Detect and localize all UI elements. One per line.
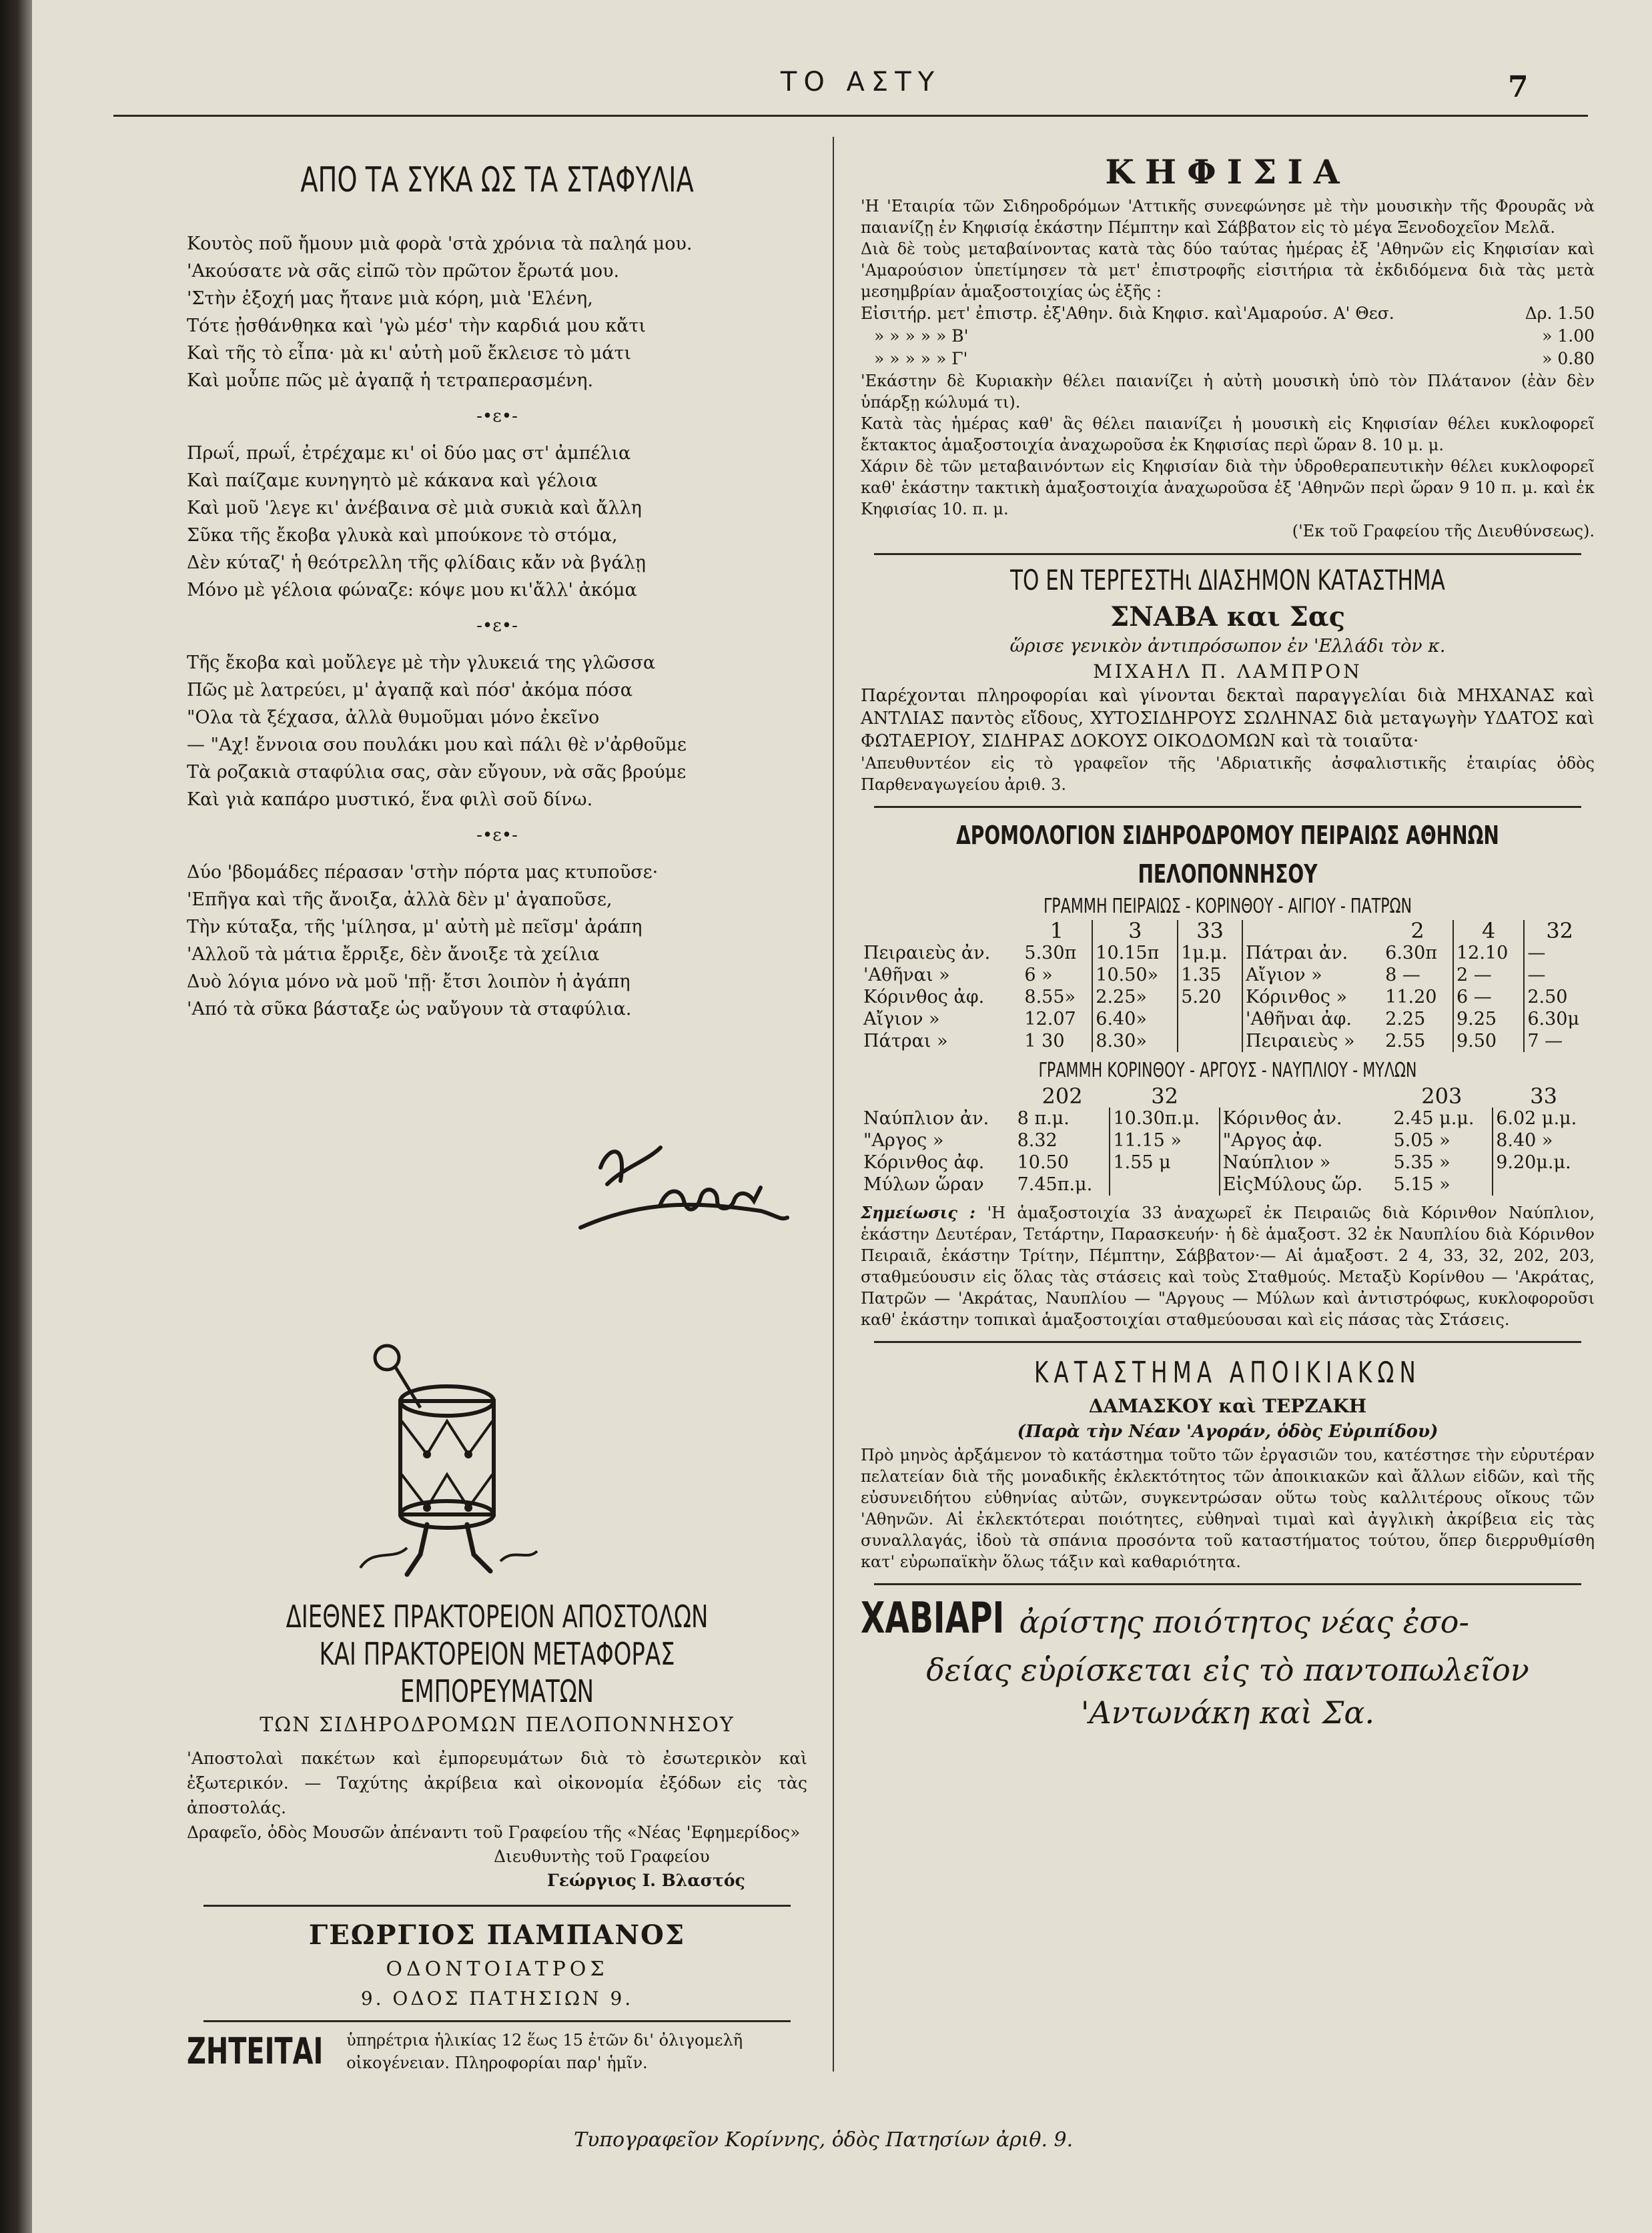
poem-line: Καὶ γιὰ καπάρο μυστικό, ἕνα φιλὶ σοῦ δίνω.: [187, 789, 593, 810]
table-cell: "Αργος »: [863, 1130, 944, 1151]
fare-label: » » » » » Β': [874, 326, 969, 346]
caviar-line3: 'Αντωνάκη καὶ Σα.: [1080, 1695, 1375, 1731]
timetable-line2-title: ΓΡΑΜΜΗ ΚΟΡΙΝΘΟΥ - ΑΡΓΟΥΣ - ΝΑΥΠΛΙΟΥ - ΜΥΛΩΝ: [1038, 1059, 1417, 1082]
right-column: [861, 137, 1595, 1734]
table-cell: Μύλων ὥραν: [863, 1174, 984, 1195]
ad-separator: [874, 1583, 1581, 1585]
table-cell: 7 —: [1524, 1030, 1595, 1052]
table-cell: Κόρινθος ἀφ.: [863, 987, 985, 1007]
table-row: [861, 1030, 1595, 1052]
table-cell: 1.35: [1178, 964, 1242, 986]
table-cell: 10.50»: [1092, 964, 1178, 986]
poem-stanza-1: [187, 230, 807, 394]
dentist-name: ΓΕΩΡΓΙΟΣ ΠΑΜΠΑΝΟΣ: [308, 1919, 686, 1951]
caviar-line1: ἀρίστης ποιότητος νέας ἐσο-: [1019, 1604, 1470, 1640]
timetable-title: ΔΡΟΜΟΛΟΓΙΟΝ ΣΙΔΗΡΟΔΡΟΜΟΥ ΠΕΙΡΑΙΩΣ ΑΘΗΝΩΝ ΠΕΛΟΠΟΝΝΗΣΟΥ: [956, 821, 1499, 889]
table-header: 1: [1050, 918, 1064, 943]
agency-title-line1: ΔΙΕΘΝΕΣ ΠΡΑΚΤΟΡΕΙΟΝ ΑΠΟΣΤΟΛΩΝ: [286, 1599, 709, 1635]
poem-line: Τῆς ἔκοβα καὶ μοὔλεγε μὲ τὴν γλυκειά της γλῶσσα: [187, 652, 656, 673]
table-row: [861, 986, 1595, 1008]
ad-separator: [874, 553, 1581, 555]
table-cell: [1178, 1008, 1242, 1030]
caviar-advert: [861, 1592, 1595, 1734]
table-cell: 2.25: [1385, 1009, 1426, 1029]
table-cell: 'Αθῆναι ἀφ.: [1242, 1008, 1382, 1030]
table-header: 33: [1530, 1083, 1557, 1109]
table-cell: 10.50: [1017, 1152, 1069, 1173]
kifisia-para3: 'Εκάστην δὲ Κυριακὴν θέλει παιανίζει ἡ αὐτὴ μουσικὴ ὑπὸ τὸν Πλάτανον (ἐὰν δὲν ὑπάρξῃ κώλυμά τι).: [861, 372, 1595, 412]
table-cell: 'Αθῆναι »: [863, 965, 950, 985]
table-cell: Πειραιεὺς »: [1242, 1030, 1382, 1052]
poem-stanza-2: [187, 440, 807, 604]
table-cell: 8.40 »: [1493, 1130, 1595, 1152]
table-cell: Πειραιεὺς ἀν.: [863, 943, 991, 963]
table-cell: 1μ.μ.: [1178, 942, 1242, 964]
agency-title-line2: ΚΑΙ ΠΡΑΚΤΟΡΕΙΟΝ ΜΕΤΑΦΟΡΑΣ ΕΜΠΟΡΕΥΜΑΤΩΝ: [319, 1636, 675, 1709]
poem-line: Τὴν κύταξα, τῆς 'μίλησα, μ' αὐτὴ μὲ πεῖσμ' ἀράπη: [187, 917, 643, 937]
newspaper-title: ΤΟ ΑΣΤΥ: [780, 67, 941, 97]
dentist-address: 9. ΟΔΟΣ ΠΑΤΗΣΙΩΝ 9.: [360, 1987, 634, 2009]
timetable-note-text: 'Η ἁμαξοστοιχία 33 ἀναχωρεῖ ἐκ Πειραιῶς διὰ Κόρινθον Ναύπλιον, ἑκάστην Δευτέραν, Τετάρτην, Παρασκευήν· ἡ δὲ ἁμαξοστ. 32 ἐκ Ναυπλίου διὰ Κόρινθον Πειραιᾶ, ἑκάστην Τρίτην, Πέμπτην, Σάββατον·— Αἱ ἁμαξοστ. 2 4, 33, 32, 202, 203, σταθμεύουσιν εἰς ὅλας τὰς στάσεις καὶ τοὺς Σταθμούς. Μεταξὺ Κορίνθου — 'Ακράτας, Πατρῶν — 'Ακράτας, Ναυπλίου — "Αργους — Μύλων καὶ ἀντιστρόφως, κυκλοφοροῦσι καθ' ἑκάστην τοπικαὶ ἁμαξοστοιχίαι σταθμεύουσαι καὶ εἰς πάσας τὰς Στάσεις.: [861, 1204, 1595, 1329]
timetable-note: [861, 1202, 1595, 1330]
table-cell: 12.07: [1024, 1009, 1076, 1029]
table-cell: 6 »: [1024, 965, 1053, 985]
column-divider: [833, 137, 834, 2072]
table-cell: 2.45 μ.μ.: [1393, 1108, 1475, 1129]
poem-line: Μόνο μὲ γέλοια φώναζε: κόψε μου κι'ἄλλ' ἀκόμα: [187, 580, 637, 600]
table-cell: 10.15π: [1092, 942, 1178, 964]
fare-price: » 0.80: [1542, 349, 1595, 368]
poem-stanza-3: [187, 649, 807, 813]
kifisia-fares: [861, 302, 1595, 370]
table-header: 32: [1151, 1083, 1178, 1109]
table-cell: Κόρινθος ἀφ.: [863, 1152, 985, 1173]
snava-text: Παρέχονται πληροφορίαι καὶ γίνονται δεκταὶ παραγγελίαι διὰ ΜΗΧΑΝΑΣ καὶ ΑΝΤΛΙΑΣ παντὸς εἴδους, ΧΥΤΟΣΙΔΗΡΟΥΣ ΣΩΛΗΝΑΣ διὰ μεταγωγὴν ΥΔΑΤΟΣ καὶ ΦΩΤΑΕΡΙΟΥ, ΣΙΔΗΡΑΣ ΔΟΚΟΥΣ ΟΙΚΟΔΟΜΩΝ καὶ τὰ τοιαῦτα·: [861, 686, 1595, 751]
poem-line: — "Αχ! ἔννοια σου πουλάκι μου καὶ πάλι θὲ ν'ἀρθοῦμε: [187, 735, 687, 755]
table-row: [861, 942, 1595, 964]
table-cell: 8 —: [1385, 965, 1420, 985]
table-cell: [1493, 1174, 1595, 1196]
timetable-line1-table: [861, 920, 1595, 1052]
poem-line: Καὶ παίζαμε κυνηγητὸ μὲ κάκανα καὶ γέλοια: [187, 470, 598, 491]
table-cell: Κόρινθος »: [1242, 986, 1382, 1008]
table-cell: [1178, 1030, 1242, 1052]
table-cell: Πάτραι »: [863, 1031, 948, 1051]
table-cell: 9.20μ.μ.: [1493, 1152, 1595, 1174]
table-cell: 10.30π.μ.: [1110, 1107, 1219, 1130]
table-cell: 8 π.μ.: [1017, 1108, 1070, 1129]
table-cell: Ναύπλιον ἀν.: [863, 1108, 989, 1129]
table-cell: 2 —: [1453, 964, 1524, 986]
table-cell: 5.30π: [1024, 943, 1077, 963]
fare-row: [861, 302, 1595, 325]
table-cell: "Αργος ἀφ.: [1220, 1130, 1391, 1152]
table-header: 3: [1092, 920, 1178, 942]
ornament-divider: -•ε•-: [476, 825, 518, 845]
poem-line: Δὲν κύταζ' ἡ θεότρελλη τῆς φλίδαις κἄν νὰ βγάλῃ: [187, 552, 646, 573]
table-cell: [1110, 1174, 1219, 1196]
poem-line: Πρωΐ, πρωΐ, ἐτρέχαμε κι' οἱ δύο μας στ' ἀμπέλια: [187, 443, 631, 464]
table-row: [861, 964, 1595, 986]
printer-imprint: Τυπογραφεῖον Κορίννης, ὁδὸς Πατησίων ἀριθ. 9.: [574, 2128, 1074, 2152]
poem-title: ΑΠΟ ΤΑ ΣΥΚΑ ΩΣ ΤΑ ΣΤΑΦΥΛΙΑ: [300, 160, 694, 200]
poem-line: 'Από τὰ σῦκα βάσταξε ὡς ναὔγουν τὰ σταφύλια.: [187, 999, 632, 1019]
table-header: [861, 1085, 1015, 1107]
table-cell: 6 —: [1453, 986, 1524, 1008]
kifisia-title: ΚΗΦΙΣΙΑ: [1105, 152, 1350, 191]
table-header-row: [861, 1085, 1595, 1107]
poem-line: Δυὸ λόγια μόνο νὰ μοῦ 'πῇ· ἔτσι λοιπὸν ἡ ἀγάπη: [187, 971, 631, 992]
table-cell: 9.25: [1453, 1008, 1524, 1030]
caviar-line2: δείας εὑρίσκεται εἰς τὸ παντοπωλεῖον: [926, 1652, 1529, 1688]
timetable-line1-title: ΓΡΑΜΜΗ ΠΕΙΡΑΙΩΣ - ΚΟΡΙΝΘΟΥ - ΑΙΓΙΟΥ - ΠΑΤΡΩΝ: [1043, 895, 1412, 918]
table-row: [861, 1174, 1595, 1196]
poem-line: "Ολα τὰ ξέχασα, ἀλλὰ θυμοῦμαι μόνο ἐκεῖνο: [187, 707, 600, 728]
caviar-title: ΧΑΒΙΑΡΙ: [861, 1594, 1005, 1643]
poet-signature-image: [560, 1121, 801, 1254]
poem-line: Πῶς μὲ λατρεύει, μ' ἀγαπᾷ καὶ πόσ' ἀκόμα πόσα: [187, 680, 633, 701]
book-binding-shadow: [0, 0, 32, 2233]
table-cell: 6.30μ: [1524, 1008, 1595, 1030]
agency-address: Δραφεῖο, ὁδὸς Μουσῶν ἀπέναντι τοῦ Γραφείου τῆς «Νέας 'Εφημερίδος»: [187, 1823, 801, 1842]
table-cell: Πάτραι ἀν.: [1242, 942, 1382, 964]
fare-row: [861, 325, 1595, 348]
table-header: 203: [1421, 1083, 1463, 1109]
table-row: [861, 1130, 1595, 1152]
table-cell: 6.30π: [1385, 943, 1438, 963]
table-cell: —: [1524, 942, 1595, 964]
ad-separator: [203, 2020, 791, 2022]
table-header: [861, 920, 1021, 942]
table-cell: 8.30»: [1092, 1030, 1178, 1052]
dentist-profession: ΟΔΟΝΤΟΙΑΤΡΟΣ: [386, 1957, 608, 1981]
wanted-text: ὑπηρέτρια ἡλικίας 12 ἕως 15 ἐτῶν δι' ὀλιγομελῆ οἰκογένειαν. Πληροφορίαι παρ' ἡμῖν.: [346, 2031, 743, 2072]
table-cell: 1 30: [1024, 1031, 1065, 1051]
table-cell: 5.15 »: [1393, 1174, 1451, 1195]
poem-stanza-4: [187, 859, 807, 1023]
ad-separator: [874, 1341, 1581, 1343]
snava-line3: ὥρισε γενικὸν ἀντιπρόσωπον ἐν 'Ελλάδι τὸν κ.: [1009, 636, 1446, 656]
ornament-divider: -•ε•-: [476, 406, 518, 426]
table-row: [861, 1008, 1595, 1030]
poem-line: Δύο 'βδομάδες πέρασαν 'στὴν πόρτα μας κτυποῦσε·: [187, 862, 659, 883]
table-cell: 11.20: [1385, 987, 1437, 1007]
agency-director-name: Γεώργιος Ι. Βλαστός: [547, 1871, 745, 1890]
table-cell: Αἴγιον »: [863, 1009, 940, 1029]
drummer-illustration: [347, 1308, 540, 1588]
snava-line4: ΜΙΧΑΗΛ Π. ΛΑΜΠΡΟΝ: [1093, 660, 1362, 683]
table-cell: 8.32: [1017, 1130, 1058, 1151]
table-cell: 9.50: [1453, 1030, 1524, 1052]
snava-line1: ΤΟ ΕΝ ΤΕΡΓΕΣΤΗι ΔΙΑΣΗΜΟΝ ΚΑΤΑΣΤΗΜΑ: [1010, 564, 1445, 596]
ad-separator: [203, 1905, 791, 1907]
table-cell: 2.25»: [1092, 986, 1178, 1008]
table-header: 33: [1178, 920, 1242, 942]
wanted-advert: [187, 2029, 807, 2074]
kifisia-para2: Διὰ δὲ τοὺς μεταβαίνοντας κατὰ τὰς δύο ταύτας ἡμέρας ἐξ 'Αθηνῶν εἰς Κηφισίαν καὶ 'Αμαρούσιον ὑπετίμησεν τὰ μετ' ἐπιστροφῆς εἰσιτήρια τὰ ἐκδιδόμενα διὰ τὰς μετὰ μεσημβρίαν ἁμαξοστοιχίας ὡς ἑξῆς :: [861, 240, 1595, 301]
table-cell: Κόρινθος ἀν.: [1220, 1107, 1391, 1130]
table-header: [1220, 1085, 1391, 1107]
fare-label: » » » » » Γ': [874, 349, 968, 368]
table-cell: 5.05 »: [1393, 1130, 1451, 1151]
kifisia-para1: 'Η 'Εταιρία τῶν Σιδηροδρόμων 'Αττικῆς συνεφώνησε μὲ τὴν μουσικὴν τῆς Φρουρᾶς νὰ παιανίζῃ ἐν Κηφισίᾳ ἑκάστην Πέμπτην καὶ Σάββατον εἰς τὸ μέγα Ξενοδοχεῖον Μελᾶ.: [861, 197, 1595, 237]
ornament-divider: -•ε•-: [476, 616, 518, 636]
table-header-row: [861, 920, 1595, 942]
poem-line: Τὰ ροζακιὰ σταφύλια σας, σὰν εὔγουν, νὰ σᾶς βρούμε: [187, 762, 687, 783]
poem-line: 'Ακούσατε νὰ σᾶς εἰπῶ τὸν πρῶτον ἔρωτά μου.: [187, 261, 620, 282]
poem-line: 'Στὴν ἐξοχή μας ἤτανε μιὰ κόρη, μιὰ 'Ελένη,: [187, 288, 593, 309]
table-header: 2: [1410, 918, 1424, 943]
poem-line: Καὶ μοῦ 'λεγε κι' ἀνέβαινα σὲ μιὰ συκιὰ καὶ ἄλλη: [187, 498, 642, 518]
table-cell: 1.55 μ: [1110, 1152, 1219, 1174]
colonial-text: Πρὸ μηνὸς ἀρξάμενον τὸ κατάστημα τοῦτο τῶν ἐργασιῶν του, κατέστησε τὴν εὐρυτέραν πελατείαν διὰ τῆς μοναδικῆς ἐκλεκτότητος τῶν ἀποικιακῶν καὶ ἄλλων εἰδῶν, καὶ τῆς εὐσυνειδήτου εὐθηνίας αὐτῶν, συγκεντρώσαν οὕτω τοὺς καλλιτέρους οἴκους τῶν 'Αθηνῶν. Αἱ ἐκλεκτότεραι ποιότητες, εὐθηναὶ τιμαὶ καὶ ἀγγλικὴ ἀκρίβεια εἰς τὰς συναλλαγάς, ἰδοὺ τὰ σπάνια προσόντα τοῦ καταστήματος τούτου, ὅπερ διερρυθμίσθη κατ' εὐρωπαϊκὴν ὅλως τάξιν καὶ καθαριότητα.: [861, 1446, 1595, 1571]
agency-advert: [187, 1598, 807, 2074]
ad-separator: [874, 806, 1581, 808]
colonial-location: (Παρὰ τὴν Νέαν 'Αγοράν, ὁδὸς Εὐριπίδου): [1017, 1422, 1438, 1442]
header-rule: [113, 115, 1588, 117]
table-header: 202: [1042, 1083, 1083, 1109]
table-header: [1242, 920, 1382, 942]
poem-line: Κουτὸς ποῦ ἤμουν μιὰ φορὰ 'στὰ χρόνια τὰ παληά μου.: [187, 234, 693, 254]
fare-price: Δρ. 1.50: [1525, 304, 1595, 323]
table-cell: 6.02 μ.μ.: [1493, 1107, 1595, 1130]
poem-line: Καὶ τῆς τὸ εἶπα· μὰ κι' αὐτὴ μοῦ ἔκλεισε τὸ μάτι: [187, 343, 631, 364]
agency-text: 'Αποστολαὶ πακέτων καὶ ἐμπορευμάτων διὰ τὸ ἐσωτερικὸν καὶ ἐξωτερικόν. — Ταχύτης ἀκρίβεια καὶ οἰκονομία ἐξόδων εἰς τὰς ἀποστολάς.: [187, 1749, 807, 1817]
table-row: [861, 1107, 1595, 1130]
timetable-note-label: Σημείωσις :: [861, 1203, 976, 1222]
fare-price: » 1.00: [1542, 326, 1595, 346]
table-cell: 6.40»: [1092, 1008, 1178, 1030]
agency-subtitle: ΤΩΝ ΣΙΔΗΡΟΔΡΟΜΩΝ ΠΕΛΟΠΟΝΝΗΣΟΥ: [260, 1713, 735, 1737]
table-cell: —: [1524, 964, 1595, 986]
table-cell: 11.15 »: [1110, 1130, 1219, 1152]
kifisia-para5: Χάριν δὲ τῶν μεταβαινόντων εἰς Κηφισίαν διὰ τὴν ὑδροθεραπευτικὴν θέλει κυκλοφορεῖ καθ' ἑκάστην τακτικὴ ἁμαξοστοιχία ἀναχωροῦσα ἐξ 'Αθηνῶν περὶ ὥραν 9 10 π. μ. καὶ ἐκ Κηφισίας 10. π. μ.: [861, 457, 1595, 518]
kifisia-source: ('Εκ τοῦ Γραφείου τῆς Διευθύνσεως).: [1292, 522, 1595, 540]
fare-row: [861, 348, 1595, 370]
wanted-title: ΖΗΤΕΙΤΑΙ: [187, 2030, 324, 2072]
page-number: 7: [1508, 70, 1529, 104]
table-cell: 2.50: [1524, 986, 1595, 1008]
poem-line: 'Επῆγα καὶ τῆς ἄνοιξα, ἀλλὰ δὲν μ' ἀγαποῦσε,: [187, 889, 612, 910]
kifisia-para4: Κατὰ τὰς ἡμέρας καθ' ἃς θέλει παιανίζει ἡ μουσικὴ εἰς Κηφισίαν θέλει κυκλοφορεῖ ἔκτακτος ἁμαξοστοιχία ἀναχωροῦσα ἐκ Κηφισίας περὶ ὥραν 8. 10 μ. μ.: [861, 414, 1595, 454]
table-cell: 5.20: [1178, 986, 1242, 1008]
table-row: [861, 1152, 1595, 1174]
snava-line2: ΣΝΑΒΑ και Σας: [1110, 601, 1346, 632]
colonial-title: ΚΑΤΑΣΤΗΜΑ ΑΠΟΙΚΙΑΚΩΝ: [1034, 1356, 1421, 1390]
colonial-owners: ΔΑΜΑΣΚΟΥ καὶ ΤΕΡΖΑΚΗ: [1088, 1395, 1367, 1417]
table-cell: 7.45π.μ.: [1017, 1174, 1093, 1195]
table-cell: Ναύπλιον »: [1220, 1152, 1391, 1174]
fare-label: Εἰσιτήρ. μετ' ἐπιστρ. ἐξ'Αθην. διὰ Κηφισ. καὶ'Αμαρούσ. Α' Θεσ.: [861, 304, 1394, 323]
snava-address: 'Απευθυντέον εἰς τὸ γραφεῖον τῆς 'Αδριατικῆς ἀσφαλιστικῆς ἑταιρίας ὁδὸς Παρθεναγωγείου ἀριθ. 3.: [861, 754, 1595, 794]
agency-director-label: Διευθυντὴς τοῦ Γραφείου: [494, 1847, 710, 1866]
table-cell: 12.10: [1453, 942, 1524, 964]
left-column: [187, 137, 807, 1023]
timetable-line2-table: [861, 1085, 1595, 1196]
table-header: 4: [1453, 920, 1524, 942]
poem-line: Καὶ μοὖπε πῶς μὲ ἀγαπᾷ ἡ τετραπερασμένη.: [187, 370, 594, 391]
table-cell: Αἴγιον »: [1242, 964, 1382, 986]
poem-line: Τότε ᾐσθάνθηκα καὶ 'γὼ μέσ' τὴν καρδιά μου κἄτι: [187, 316, 646, 336]
table-cell: 5.35 »: [1393, 1152, 1451, 1173]
table-cell: ΕἰςΜύλους ὥρ.: [1220, 1174, 1391, 1196]
poem-line: 'Αλλοῦ τὰ μάτια ἔρριξε, δὲν ἄνοιξε τὰ χείλια: [187, 944, 600, 965]
table-header: 32: [1524, 920, 1595, 942]
poem-line: Σῦκα τῆς ἔκοβα γλυκὰ καὶ μπούκονε τὸ στόμα,: [187, 525, 618, 546]
table-cell: 2.55: [1385, 1031, 1426, 1051]
table-cell: 8.55»: [1024, 987, 1076, 1007]
